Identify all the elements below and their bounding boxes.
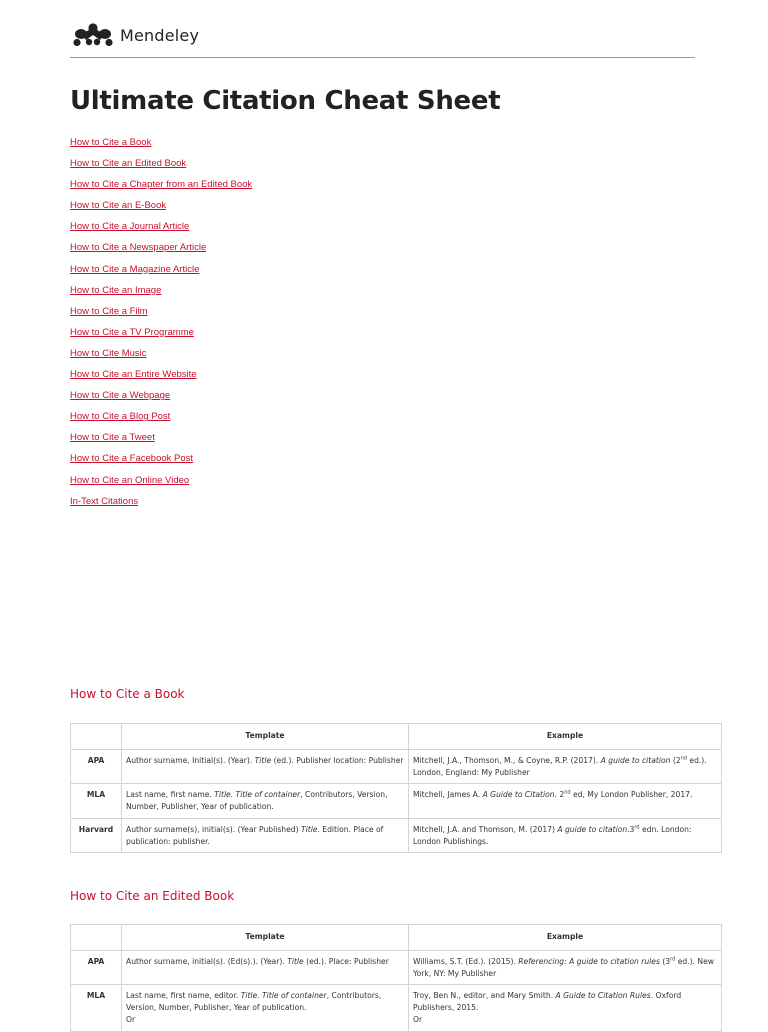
example-cell	[409, 784, 722, 819]
italic-title: A guide to citation	[600, 755, 671, 765]
text-run: . Edition. Place of publication: publisher.	[126, 824, 384, 846]
toc-link[interactable]: How to Cite a Webpage	[70, 390, 171, 402]
text-run: ed.). London, England: My Publisher	[413, 755, 707, 777]
text-run: Last name, first name, editor.	[126, 991, 241, 1001]
toc-link[interactable]: How to Cite an Entire Website	[70, 369, 197, 381]
text-run: , Contributors, Version, Number, Publisher, Year of publication.	[126, 991, 382, 1013]
toc-link[interactable]: How to Cite an Online Video	[70, 474, 190, 486]
text-run: Author surname(s), initial(s). (Year Published)	[126, 824, 301, 834]
text-run: ed, My London Publisher, 2017.	[570, 790, 693, 800]
text-run: (3	[659, 956, 671, 966]
table-row	[71, 950, 722, 985]
citation-style: MLA	[71, 784, 122, 819]
template-cell	[122, 749, 409, 784]
citation-style: APA	[71, 749, 122, 784]
text-run: Williams, S.T. (Ed.). (2015).	[413, 956, 519, 966]
ordinal-suffix: rd	[634, 824, 640, 831]
ordinal-suffix: nd	[680, 755, 687, 762]
column-header-template: Template	[122, 724, 409, 750]
toc-link[interactable]: How to Cite an Edited Book	[70, 158, 187, 170]
example-cell	[409, 985, 722, 1031]
text-run: Mitchell, James A.	[413, 790, 483, 800]
italic-title: A Guide to Citation	[482, 790, 555, 800]
brand-name: Mendeley	[120, 25, 200, 45]
text-run: Last name, first name.	[126, 790, 215, 800]
text-run: ed.). New York, NY: My Publisher	[413, 956, 714, 978]
italic-title: A guide to citation	[557, 824, 628, 834]
toc-link[interactable]: How to Cite a Chapter from an Edited Book	[70, 179, 253, 191]
example-cell	[409, 749, 722, 784]
table-row	[71, 818, 722, 853]
italic-title: Title. Title of container	[214, 790, 301, 800]
ordinal-suffix: rd	[670, 956, 676, 963]
mendeley-header	[72, 20, 199, 50]
ordinal-suffix: nd	[564, 789, 571, 796]
table-row	[71, 784, 722, 819]
column-header-template: Template	[122, 925, 409, 951]
text-run: Or	[413, 1014, 423, 1024]
section-heading-book: How to Cite a Book	[70, 687, 185, 701]
citation-table-book	[70, 723, 722, 853]
citation-style: APA	[71, 950, 122, 985]
toc-link[interactable]: How to Cite an E-Book	[70, 200, 167, 212]
page-title: Ultimate Citation Cheat Sheet	[70, 86, 501, 116]
citation-table-edited-book	[70, 924, 722, 1032]
text-run: , Contributors, Version, Number, Publisher, Year of publication.	[126, 790, 388, 812]
text-run: . Oxford Publishers, 2015.	[413, 991, 682, 1013]
text-run: Troy, Ben N., editor, and Mary Smith.	[413, 991, 556, 1001]
text-run: Author surname, initial(s). (Ed(s).). (Year).	[126, 956, 288, 966]
column-header-style	[71, 724, 122, 750]
column-header-style	[71, 925, 122, 951]
text-run: Or	[126, 1014, 136, 1024]
text-run: (ed.). Publisher location: Publisher	[271, 755, 404, 765]
template-cell	[122, 784, 409, 819]
table-of-contents	[70, 137, 252, 517]
text-run: (2	[670, 755, 681, 765]
toc-link[interactable]: How to Cite an Image	[70, 284, 162, 296]
template-cell	[122, 818, 409, 853]
toc-link[interactable]: How to Cite a Newspaper Article	[70, 242, 207, 254]
citation-style: MLA	[71, 985, 122, 1031]
toc-link[interactable]: How to Cite a Magazine Article	[70, 263, 200, 275]
italic-title: Title	[300, 824, 318, 834]
text-run: .3	[627, 824, 635, 834]
toc-link[interactable]: How to Cite a Blog Post	[70, 411, 171, 423]
example-cell	[409, 818, 722, 853]
italic-title: Title. Title of container	[240, 991, 327, 1001]
column-header-example: Example	[409, 925, 722, 951]
italic-title: A Guide to Citation Rules	[555, 991, 651, 1001]
text-run: Mitchell, J.A., Thomson, M., & Coyne, R.P. (2017).	[413, 755, 601, 765]
toc-link[interactable]: How to Cite Music	[70, 347, 147, 359]
template-cell	[122, 950, 409, 985]
mendeley-logo-icon	[72, 22, 114, 48]
section-heading-edited-book: How to Cite an Edited Book	[70, 889, 235, 903]
toc-link[interactable]: How to Cite a Book	[70, 137, 152, 148]
toc-link[interactable]: How to Cite a Journal Article	[70, 221, 190, 233]
toc-link[interactable]: In-Text Citations	[70, 495, 139, 507]
column-header-example: Example	[409, 724, 722, 750]
table-row	[71, 985, 722, 1031]
citation-style: Harvard	[71, 818, 122, 853]
text-run: edn. London: London Publishings.	[413, 824, 692, 846]
header-divider	[70, 57, 695, 58]
text-run: Author surname, Initial(s). (Year).	[126, 755, 255, 765]
text-run: (ed.). Place: Publisher	[303, 956, 389, 966]
text-run: . 2	[554, 790, 565, 800]
italic-title: Title	[254, 755, 272, 765]
toc-link[interactable]: How to Cite a TV Programme	[70, 326, 194, 338]
text-run: Mitchell, J.A. and Thomson, M. (2017)	[413, 824, 558, 834]
italic-title: Title	[287, 956, 304, 966]
template-cell	[122, 985, 409, 1031]
italic-title: Referencing: A guide to citation rules	[518, 956, 660, 966]
example-cell	[409, 950, 722, 985]
toc-link[interactable]: How to Cite a Tweet	[70, 432, 155, 444]
table-row	[71, 749, 722, 784]
toc-link[interactable]: How to Cite a Film	[70, 305, 148, 317]
toc-link[interactable]: How to Cite a Facebook Post	[70, 453, 194, 465]
